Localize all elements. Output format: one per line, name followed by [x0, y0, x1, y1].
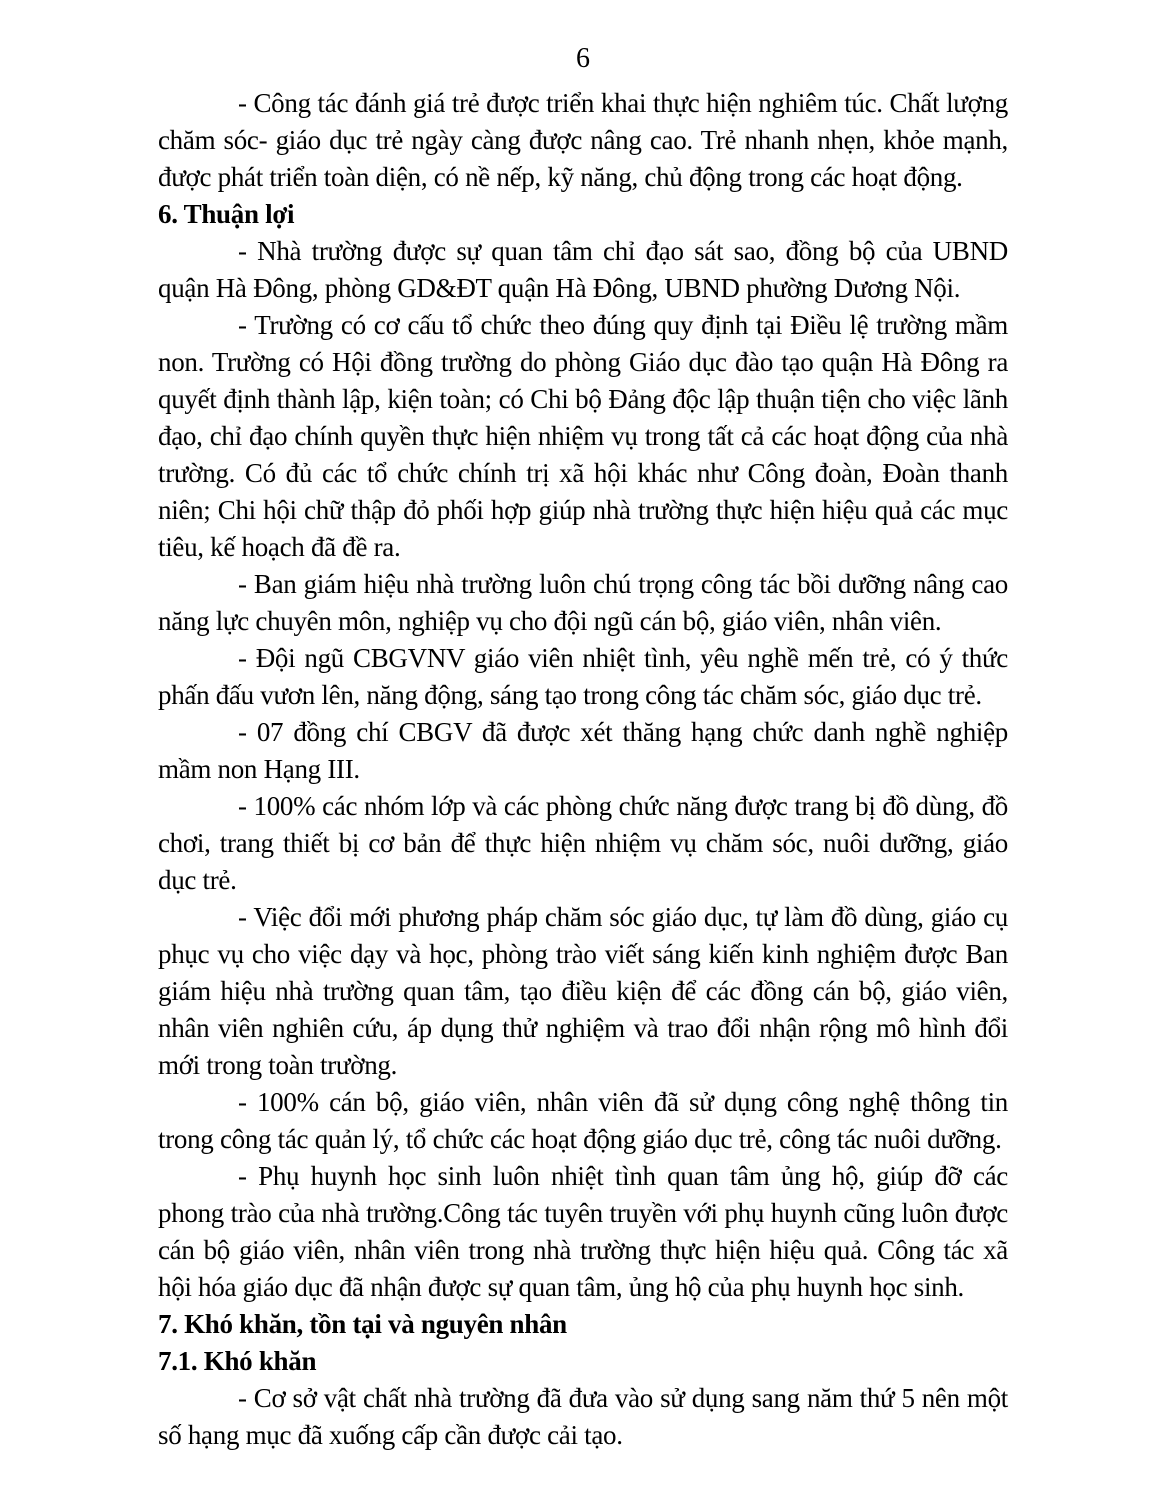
paragraph-ban-giam-hieu: - Ban giám hiệu nhà trường luôn chú trọng công tác bồi dưỡng nâng cao năng lực chuyên môn, nghiệp vụ cho đội ngũ cán bộ, giáo viên, nhân viên. — [158, 569, 1008, 636]
paragraph-doi-ngu-cbgvnv: - Đội ngũ CBGVNV giáo viên nhiệt tình, yêu nghề mến trẻ, có ý thức phấn đấu vươn lên, năng động, sáng tạo trong công tác chăm sóc, giáo dục trẻ. — [158, 643, 1008, 710]
paragraph-phu-huynh: - Phụ huynh học sinh luôn nhiệt tình quan tâm ủng hộ, giúp đỡ các phong trào của nhà trường.Công tác tuyên truyền với phụ huynh cũng luôn được cán bộ giáo viên, nhân viên trong nhà trường thực hiện hiệu quả. Công tác xã hội hóa giáo dục đã nhận được sự quan tâm, ủng hộ của phụ huynh học sinh. — [158, 1161, 1008, 1302]
document-body — [158, 85, 1008, 1454]
heading-7-1-kho-khan: 7.1. Khó khăn — [158, 1346, 317, 1376]
heading-7-kho-khan-ton-tai: 7. Khó khăn, tồn tại và nguyên nhân — [158, 1309, 567, 1339]
heading-6-thuan-loi: 6. Thuận lợi — [158, 199, 295, 229]
paragraph-co-cau-to-chuc: - Trường có cơ cấu tổ chức theo đúng quy định tại Điều lệ trường mầm non. Trường có Hội đồng trường do phòng Giáo dục đào tạo quận Hà Đông ra quyết định thành lập, kiện toàn; có Chi bộ Đảng độc lập thuận tiện cho việc lãnh đạo, chỉ đạo chính quyền thực hiện nhiệm vụ trong tất cả các hoạt động của nhà trường. Có đủ các tổ chức chính trị xã hội khác như Công đoàn, Đoàn thanh niên; Chi hội chữ thập đỏ phối hợp giúp nhà trường thực hiện hiệu quả các mục tiêu, kế hoạch đã đề ra. — [158, 310, 1008, 562]
page-number: 6 — [576, 43, 590, 74]
paragraph-07-dong-chi: - 07 đồng chí CBGV đã được xét thăng hạng chức danh nghề nghiệp mầm non Hạng III. — [158, 717, 1008, 784]
paragraph-100-can-bo-cntt: - 100% cán bộ, giáo viên, nhân viên đã sử dụng công nghệ thông tin trong công tác quản lý, tổ chức các hoạt động giáo dục trẻ, công tác nuôi dưỡng. — [158, 1087, 1008, 1154]
paragraph-nha-truong-quan-tam: - Nhà trường được sự quan tâm chỉ đạo sát sao, đồng bộ của UBND quận Hà Đông, phòng GD&ĐT quận Hà Đông, UBND phường Dương Nội. — [158, 236, 1008, 303]
paragraph-doi-moi-phuong-phap: - Việc đổi mới phương pháp chăm sóc giáo dục, tự làm đồ dùng, giáo cụ phục vụ cho việc dạy và học, phòng trào viết sáng kiến kinh nghiệm được Ban giám hiệu nhà trường quan tâm, tạo điều kiện để các đồng cán bộ, giáo viên, nhân viên nghiên cứu, áp dụng thử nghiệm và trao đổi nhận rộng mô hình đổi mới trong toàn trường. — [158, 902, 1008, 1080]
paragraph-100-nhom-lop: - 100% các nhóm lớp và các phòng chức năng được trang bị đồ dùng, đồ chơi, trang thiết bị cơ bản để thực hiện nhiệm vụ chăm sóc, nuôi dưỡng, giáo dục trẻ. — [158, 791, 1008, 895]
paragraph-co-so-vat-chat: - Cơ sở vật chất nhà trường đã đưa vào sử dụng sang năm thứ 5 nên một số hạng mục đã xuống cấp cần được cải tạo. — [158, 1383, 1008, 1450]
paragraph-danh-gia-tre: - Công tác đánh giá trẻ được triển khai thực hiện nghiêm túc. Chất lượng chăm sóc- giáo dục trẻ ngày càng được nâng cao. Trẻ nhanh nhẹn, khỏe mạnh, được phát triển toàn diện, có nề nếp, kỹ năng, chủ động trong các hoạt động. — [158, 88, 1008, 192]
